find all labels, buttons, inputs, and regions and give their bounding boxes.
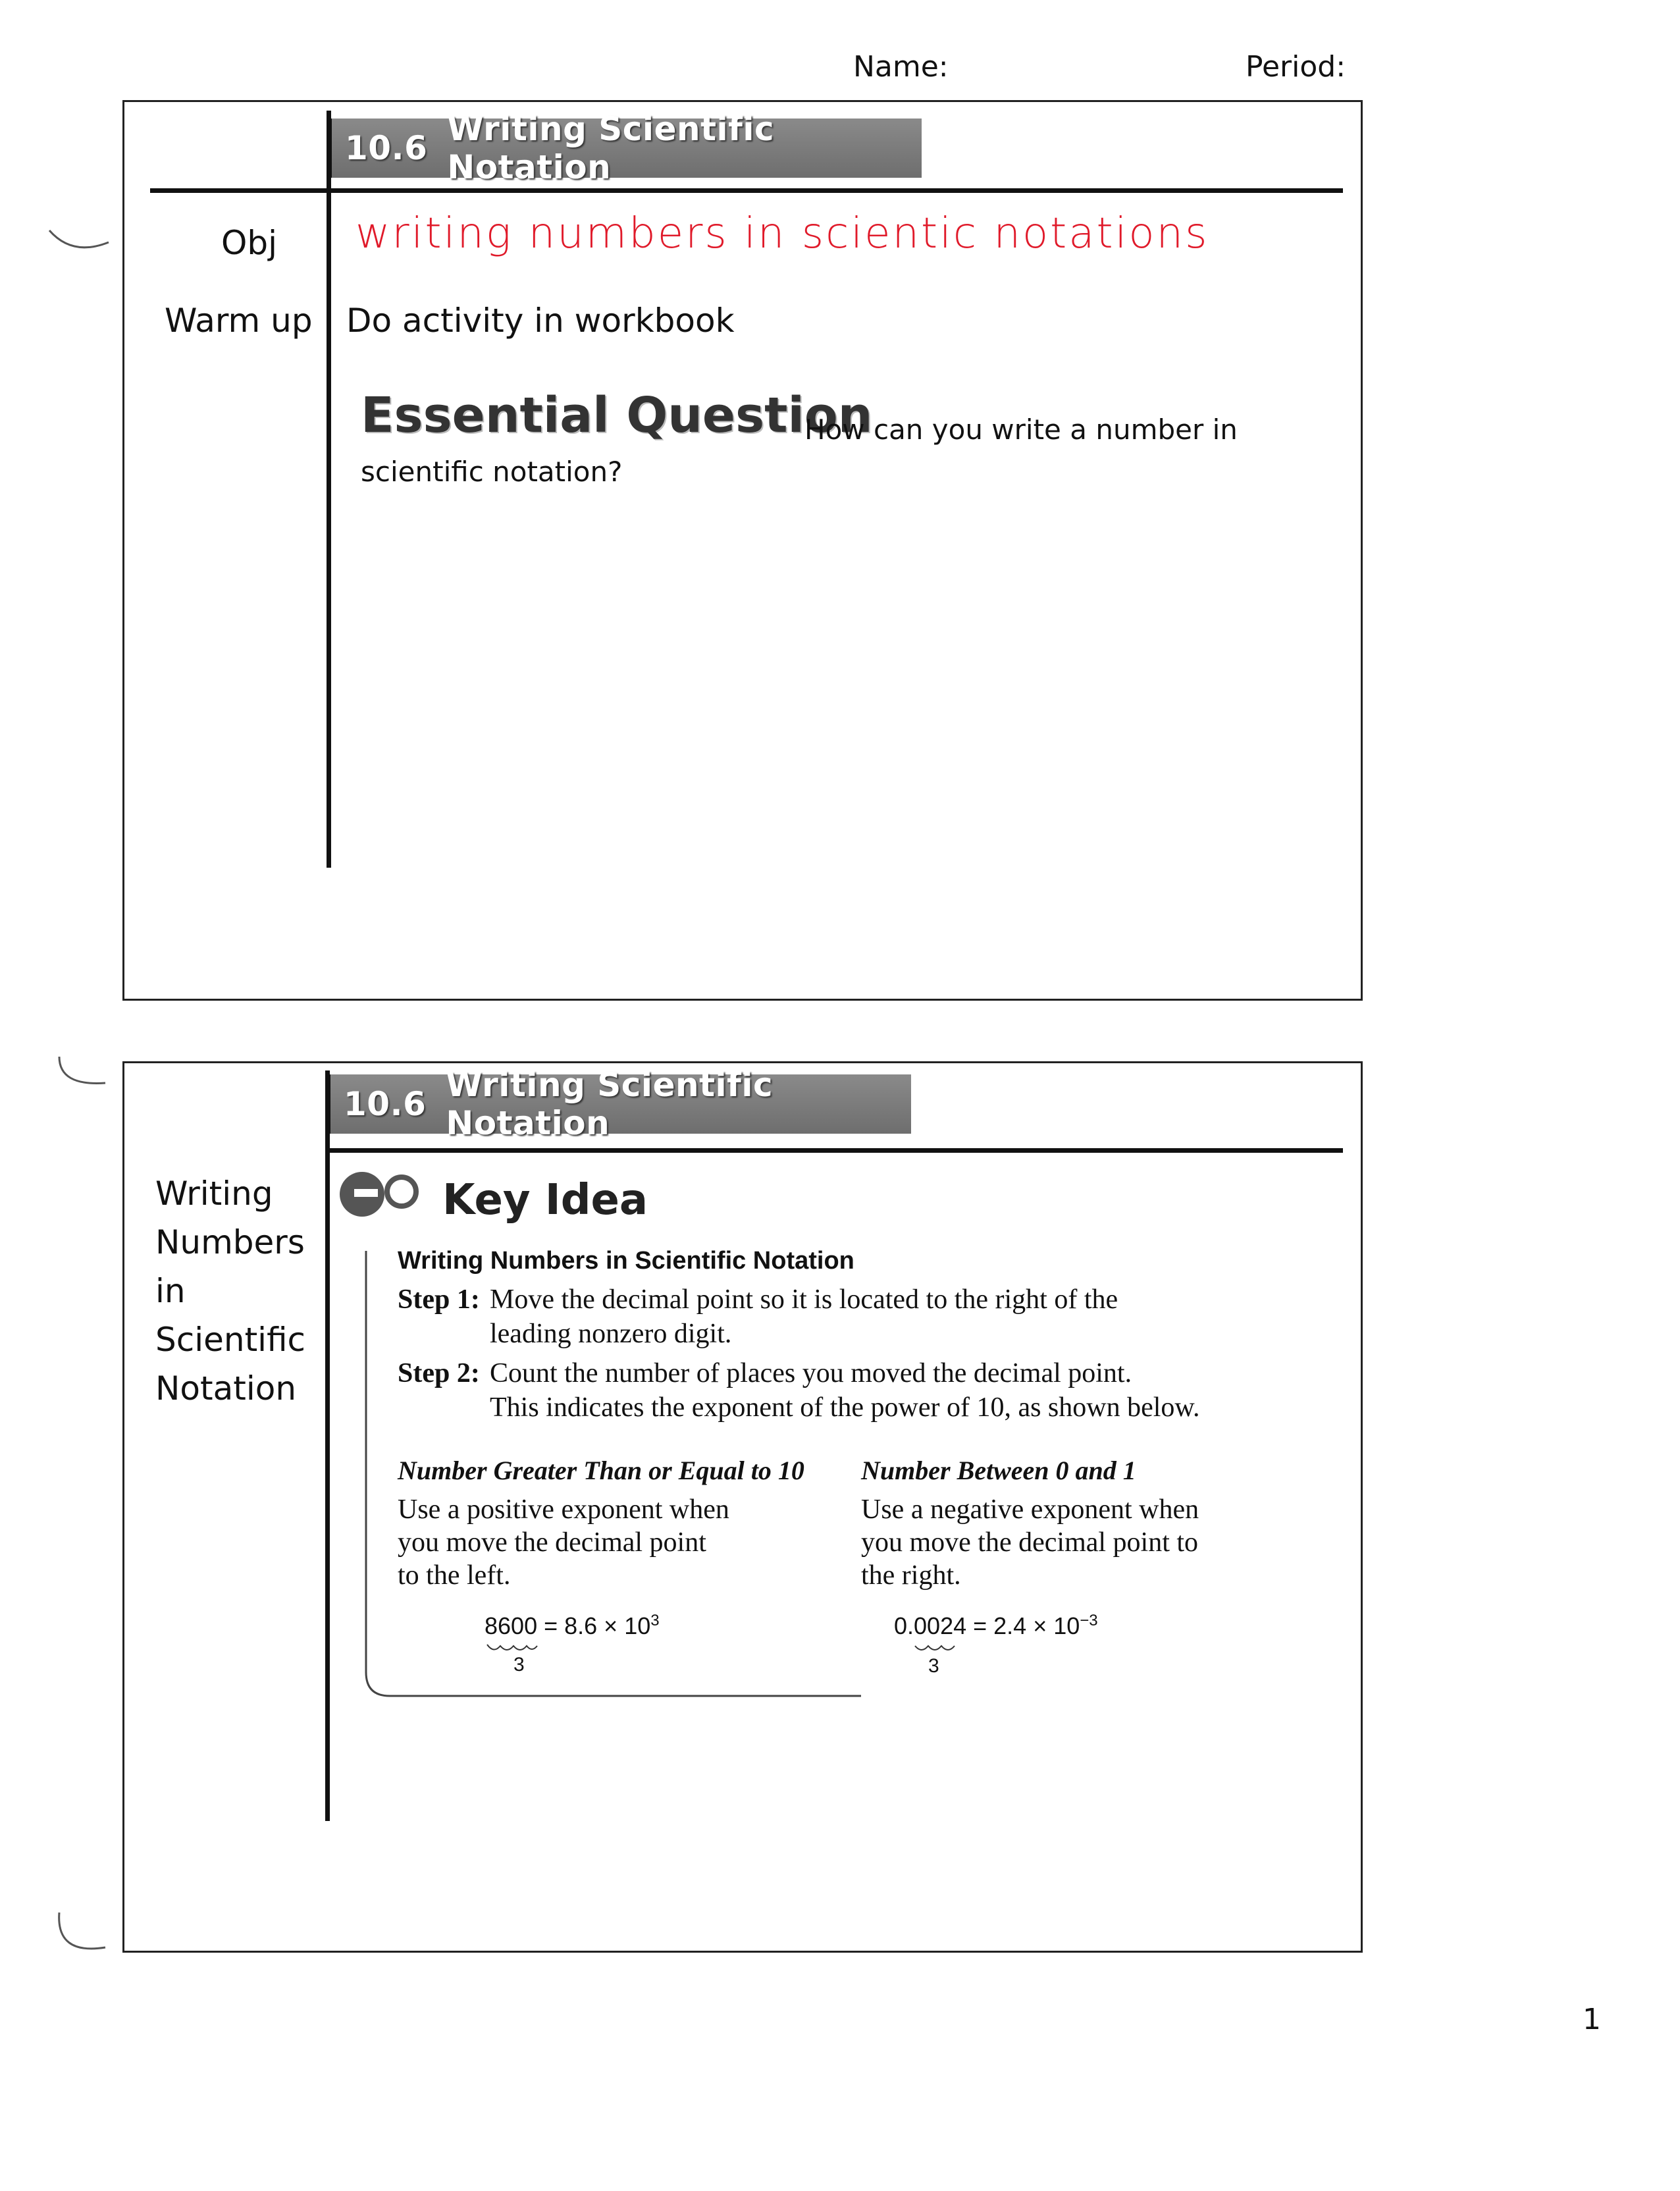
go-icon <box>336 1167 428 1223</box>
step1-line: leading nonzero digit. <box>490 1319 732 1349</box>
divider-horizontal-2 <box>325 1148 1343 1153</box>
essential-question-line2: scientific notation? <box>361 456 623 488</box>
left-example-equation <box>485 1612 660 1640</box>
objective-handwritten: writing numbers in scientic notations <box>355 209 1209 258</box>
right-example-places: 3 <box>928 1655 939 1677</box>
left-column-heading: Number Greater Than or Equal to 10 <box>398 1456 804 1485</box>
side-label-line: Scientific <box>155 1321 306 1359</box>
divider-horizontal-1 <box>150 188 1343 193</box>
step1-text <box>490 1282 1118 1351</box>
step2-line: Count the number of places you moved the decimal point. <box>490 1358 1132 1388</box>
binder-hole-mark-middle <box>46 1053 112 1106</box>
right-example-hops <box>912 1642 965 1655</box>
divider-vertical-1 <box>327 111 331 868</box>
side-label-line: Notation <box>155 1369 297 1408</box>
right-column-heading: Number Between 0 and 1 <box>861 1456 1136 1485</box>
left-example-hops <box>485 1642 544 1655</box>
right-column-line: Use a negative exponent when <box>861 1494 1199 1525</box>
step1-line: Move the decimal point so it is located to the right of the <box>490 1284 1118 1315</box>
step2-text <box>490 1356 1200 1425</box>
right-example-exponent: −3 <box>1080 1612 1098 1629</box>
side-label-line: Numbers <box>155 1223 305 1261</box>
left-example-lhs: 8600 <box>485 1612 538 1639</box>
warmup-text: Do activity in workbook <box>346 302 735 340</box>
essential-question-title: Essential Question <box>361 387 873 444</box>
left-column-text <box>398 1493 729 1592</box>
left-column-line: you move the decimal point <box>398 1527 706 1558</box>
key-idea-title: Key Idea <box>442 1176 648 1225</box>
step2-line: This indicates the exponent of the power of 10, as shown below. <box>490 1392 1200 1423</box>
side-label-line: Writing <box>155 1175 273 1213</box>
obj-label: Obj <box>221 224 277 262</box>
right-example-rhs: = 2.4 × 10 <box>973 1612 1080 1639</box>
binder-hole-mark-bottom <box>46 1909 112 1968</box>
lesson-banner-2 <box>325 1066 911 1142</box>
page-number: 1 <box>1583 2003 1601 2036</box>
left-example-exponent: 3 <box>650 1612 660 1629</box>
step2-label: Step 2: <box>398 1358 480 1388</box>
right-column-text <box>861 1493 1199 1592</box>
lesson-title: Writing Scientific Notation <box>446 1066 774 1142</box>
name-label: Name: <box>853 50 949 84</box>
step1-label: Step 1: <box>398 1284 480 1315</box>
divider-vertical-2 <box>325 1070 330 1821</box>
right-example-equation <box>894 1612 1098 1640</box>
lesson-number: 10.6 <box>344 1085 427 1123</box>
right-column-line: you move the decimal point to <box>861 1527 1199 1558</box>
side-label-line: in <box>155 1272 186 1310</box>
key-idea-box-title: Writing Numbers in Scientific Notation <box>398 1247 854 1275</box>
essential-question-line1: How can you write a number in <box>804 413 1238 446</box>
period-label: Period: <box>1246 50 1346 84</box>
left-column-line: Use a positive exponent when <box>398 1494 729 1525</box>
left-example-places: 3 <box>513 1654 525 1676</box>
right-example-lhs: 0.0024 <box>894 1612 967 1639</box>
warmup-label: Warm up <box>165 302 313 340</box>
lesson-number: 10.6 <box>345 129 428 167</box>
left-column-line: to the left. <box>398 1560 511 1591</box>
binder-hole-mark-top <box>46 224 112 263</box>
lesson-banner-1 <box>327 110 922 186</box>
lesson-title: Writing Scientific Notation <box>447 110 775 186</box>
right-column-line: the right. <box>861 1560 961 1591</box>
side-label <box>155 1169 305 1413</box>
left-example-rhs: = 8.6 × 10 <box>544 1612 651 1639</box>
